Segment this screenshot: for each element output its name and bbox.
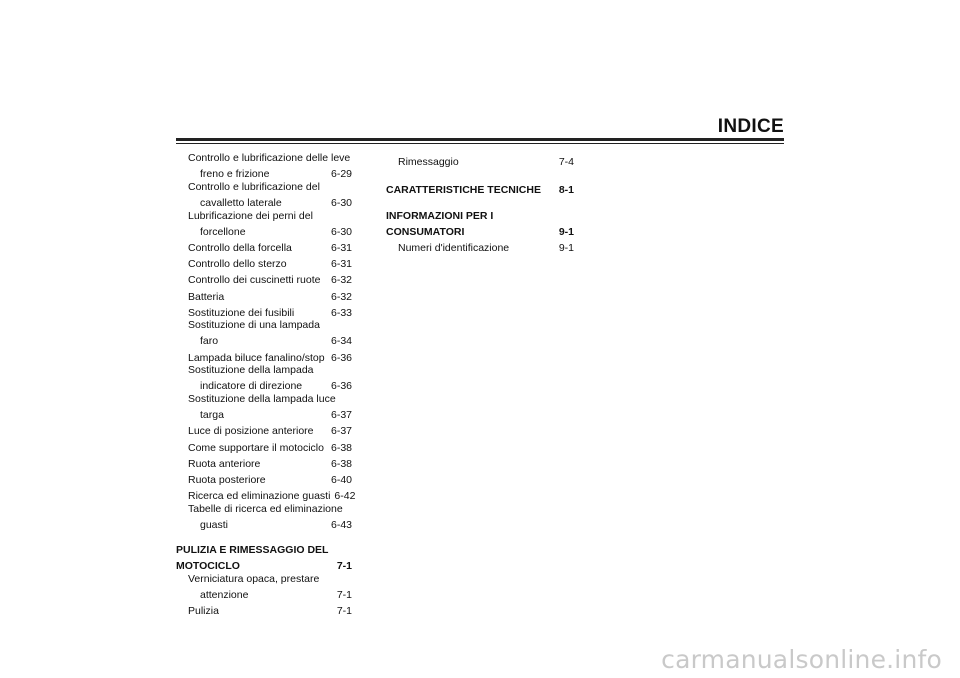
toc-entry-title: Lampada biluce fanalino/stop [188,351,325,364]
toc-spacer [386,197,574,210]
toc-leader-dots [317,422,330,435]
toc-entry[interactable] [176,287,352,303]
toc-spacer [176,532,352,545]
toc-leader-dots [221,332,330,345]
toc-entry-title: Sostituzione di una lampada [188,319,320,332]
toc-entry-title: freno e frizione [200,168,270,181]
toc-leader-dots [231,515,330,528]
toc-entry-title: Sostituzione della lampada [188,364,314,377]
toc-page-number: 6-29 [330,168,352,181]
toc-entry-title: indicatore di direzione [200,380,303,393]
toc-entry-title: Controllo e lubrificazione delle leve [188,152,351,164]
toc-page-number: 6-37 [330,409,352,422]
toc-entry-title: CONSUMATORI [386,225,465,238]
toc-entry[interactable] [176,165,352,181]
toc-leader-dots [285,193,330,206]
toc-entry[interactable] [176,487,356,503]
toc-entry-title: Verniciatura opaca, prestare [188,572,320,585]
toc-section-heading [386,210,574,223]
toc-entry[interactable] [176,303,352,319]
toc-entry [176,364,352,377]
toc-entry[interactable] [386,152,574,168]
toc-entry-title: Rimessaggio [398,155,459,168]
toc-leader-dots [295,238,330,251]
toc-leader-dots [297,303,330,316]
toc-entry[interactable] [176,332,352,348]
toc-page-number: 6-31 [330,241,352,254]
toc-entry[interactable] [176,586,352,602]
toc-page-number: 6-30 [330,196,352,209]
toc-entry [176,152,352,165]
toc-entry-title: Sostituzione della lampada luce [188,393,336,406]
toc-entry-title: faro [200,335,219,348]
toc-entry-title: Ruota anteriore [188,457,261,470]
toc-entry[interactable] [176,271,352,287]
toc-entry[interactable] [176,454,352,470]
toc-page-number: 7-4 [558,155,574,168]
page-title: INDICE [717,116,784,137]
header-rule-thick [176,138,784,141]
toc-entry [176,181,352,194]
toc-page-number: 6-36 [330,380,352,393]
toc-page-number: 9-1 [558,241,574,254]
toc-entry-title: Come supportare il motociclo [188,441,324,454]
toc-section-heading[interactable] [386,181,574,197]
watermark: carmanualsonline.info [661,645,942,674]
toc-entry [176,503,352,516]
toc-entry-title: MOTOCICLO [176,560,240,573]
toc-entry-title: Sostituzione dei fusibili [188,306,295,319]
toc-leader-dots [227,287,330,300]
toc-leader-dots [324,271,330,284]
toc-entry[interactable] [176,515,352,531]
toc-leader-dots [243,557,336,570]
toc-entry[interactable] [176,406,352,422]
toc-leader-dots [327,438,330,451]
toc-entry-title: attenzione [200,589,249,602]
toc-leader-dots [467,222,557,235]
toc-leader-dots [272,165,330,178]
toc-entry[interactable] [176,377,352,393]
toc-leader-dots [249,222,330,235]
toc-entry-title: Controllo dello sterzo [188,258,287,271]
toc-entry[interactable] [176,222,352,238]
toc-page-number: 6-32 [330,274,352,287]
toc-entry-title: Lubrificazione dei perni del [188,209,313,222]
toc-entry-title: targa [200,409,224,422]
toc-leader-dots [512,238,558,251]
toc-leader-dots [227,406,330,419]
toc-leader-dots [222,602,336,615]
toc-entry-title: forcellone [200,225,246,238]
toc-entry [176,319,352,332]
toc-entry[interactable] [176,238,352,254]
toc-page-number: 6-32 [330,290,352,303]
toc-column-left [176,152,356,618]
toc-entry-title: Tabelle di ricerca ed eliminazione [188,502,343,515]
toc-page-number: 6-30 [330,225,352,238]
toc-page-number: 6-43 [330,518,352,531]
toc-entry[interactable] [176,602,352,618]
toc-page-number: 6-37 [330,425,352,438]
toc-entry-title: Numeri d'identificazione [398,241,510,254]
toc-entry-title: INFORMAZIONI PER I [386,209,494,222]
toc-entry[interactable] [176,193,352,209]
toc-leader-dots [462,152,558,165]
toc-spacer [386,168,574,181]
toc-section-heading [176,544,352,557]
toc-entry[interactable] [176,470,352,486]
toc-entry[interactable] [386,238,574,254]
toc-entry [176,573,352,586]
toc-page-number: 7-1 [336,605,352,618]
toc-leader-dots [251,586,335,599]
toc-entry[interactable] [176,348,352,364]
toc-entry-title: guasti [200,518,229,531]
toc-page-number: 6-33 [330,306,352,319]
toc-entry-title: Controllo dei cuscinetti ruote [188,274,321,287]
header-rule-thin [176,143,784,144]
toc-page-number: 6-40 [330,473,352,486]
toc-leader-dots [544,181,558,194]
toc-entry[interactable] [176,255,352,271]
toc-page-number: 6-42 [334,490,356,503]
toc-entry [176,393,352,406]
toc-entry[interactable] [176,422,352,438]
toc-entry-title: Ricerca ed eliminazione guasti [188,490,331,503]
toc-leader-dots [305,377,330,390]
toc-page-number: 6-34 [330,335,352,348]
toc-page-number: 6-38 [330,457,352,470]
toc-entry [176,210,352,223]
toc-entry-title: cavalletto laterale [200,196,282,209]
toc-entry-title: Pulizia [188,605,219,618]
toc-entry-title: Luce di posizione anteriore [188,425,314,438]
toc-page-number: 6-36 [330,351,352,364]
toc-page-number: 9-1 [558,225,574,238]
toc-entry-title: Controllo della forcella [188,241,292,254]
toc-page-number: 6-38 [330,441,352,454]
toc-page-number: 6-31 [330,258,352,271]
toc-leader-dots [263,454,330,467]
toc-entry-title: Ruota posteriore [188,473,266,486]
toc-entry-title: CARATTERISTICHE TECNICHE [386,184,541,197]
toc-entry[interactable] [176,438,352,454]
toc-entry-title: PULIZIA E RIMESSAGGIO DEL [176,544,329,557]
toc-page-number: 7-1 [336,560,352,573]
toc-section-heading[interactable] [176,557,352,573]
toc-page-number: 8-1 [558,184,574,197]
toc-section-heading[interactable] [386,222,574,238]
toc-column-right [386,152,574,255]
toc-entry-title: Controllo e lubrificazione del [188,180,320,193]
toc-entry-title: Batteria [188,290,225,303]
toc-page-number: 7-1 [336,589,352,602]
toc-leader-dots [328,348,330,361]
toc-leader-dots [290,255,330,268]
toc-leader-dots [269,470,330,483]
